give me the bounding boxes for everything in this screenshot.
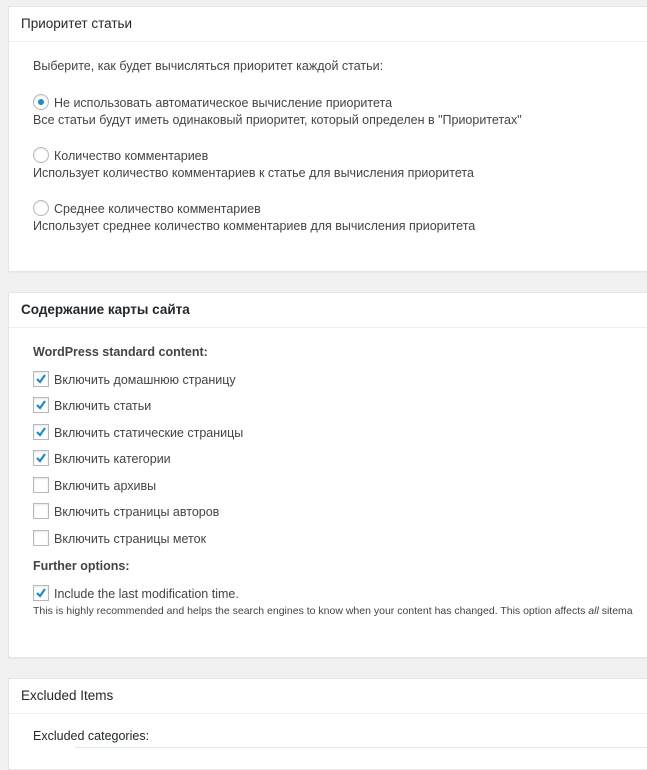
checkbox-unchecked-icon[interactable] — [33, 503, 49, 519]
excluded-categories-label: Excluded categories: — [33, 729, 150, 743]
checkbox-checked-icon[interactable] — [33, 424, 49, 440]
priority-intro: Выберите, как будет вычисляться приоритет каждой статьи: — [33, 59, 384, 73]
checkbox-checked-icon[interactable] — [33, 585, 49, 601]
sitemap-content-panel — [8, 292, 647, 658]
radio-comment-count-desc: Использует количество комментариев к статье для вычисления приоритета — [33, 166, 474, 180]
checkbox-include-posts[interactable]: Включить статьи — [33, 397, 151, 413]
checkbox-include-author-pages[interactable]: Включить страницы авторов — [33, 503, 219, 519]
standard-content-label: WordPress standard content: — [33, 345, 208, 359]
radio-comment-count[interactable]: Количество комментариев — [33, 147, 208, 163]
checkbox-include-categories[interactable]: Включить категории — [33, 450, 171, 466]
checkbox-checked-icon[interactable] — [33, 450, 49, 466]
excluded-categories-box[interactable] — [75, 747, 647, 768]
checkbox-include-archives[interactable]: Включить архивы — [33, 477, 156, 493]
checkbox-unchecked-icon[interactable] — [33, 477, 49, 493]
checkbox-include-homepage[interactable]: Включить домашнюю страницу — [33, 371, 236, 387]
radio-unselected-icon[interactable] — [33, 200, 49, 216]
checkbox-include-static-pages[interactable]: Включить статические страницы — [33, 424, 243, 440]
radio-no-auto-priority[interactable]: Не использовать автоматическое вычисление приоритета — [33, 94, 392, 110]
priority-panel-title: Приоритет статьи — [9, 7, 647, 42]
checkbox-checked-icon[interactable] — [33, 397, 49, 413]
further-options-label: Further options: — [33, 559, 130, 573]
priority-panel — [8, 6, 647, 272]
radio-average-comments[interactable]: Среднее количество комментариев — [33, 200, 261, 216]
sitemap-content-title: Содержание карты сайта — [9, 293, 647, 328]
lastmod-note: This is highly recommended and helps the search engines to know when your content has changed. This option affects all sitema — [33, 605, 633, 617]
radio-average-comments-desc: Использует среднее количество комментариев для вычисления приоритета — [33, 219, 476, 233]
checkbox-unchecked-icon[interactable] — [33, 530, 49, 546]
checkbox-checked-icon[interactable] — [33, 371, 49, 387]
excluded-items-title: Excluded Items — [9, 679, 647, 714]
checkbox-include-tag-pages[interactable]: Включить страницы меток — [33, 530, 206, 546]
radio-unselected-icon[interactable] — [33, 147, 49, 163]
radio-no-auto-priority-desc: Все статьи будут иметь одинаковый приоритет, который определен в "Приоритетах" — [33, 113, 522, 127]
radio-selected-icon[interactable] — [33, 94, 49, 110]
excluded-items-panel — [8, 678, 647, 770]
checkbox-include-lastmod[interactable]: Include the last modification time. — [33, 585, 239, 601]
